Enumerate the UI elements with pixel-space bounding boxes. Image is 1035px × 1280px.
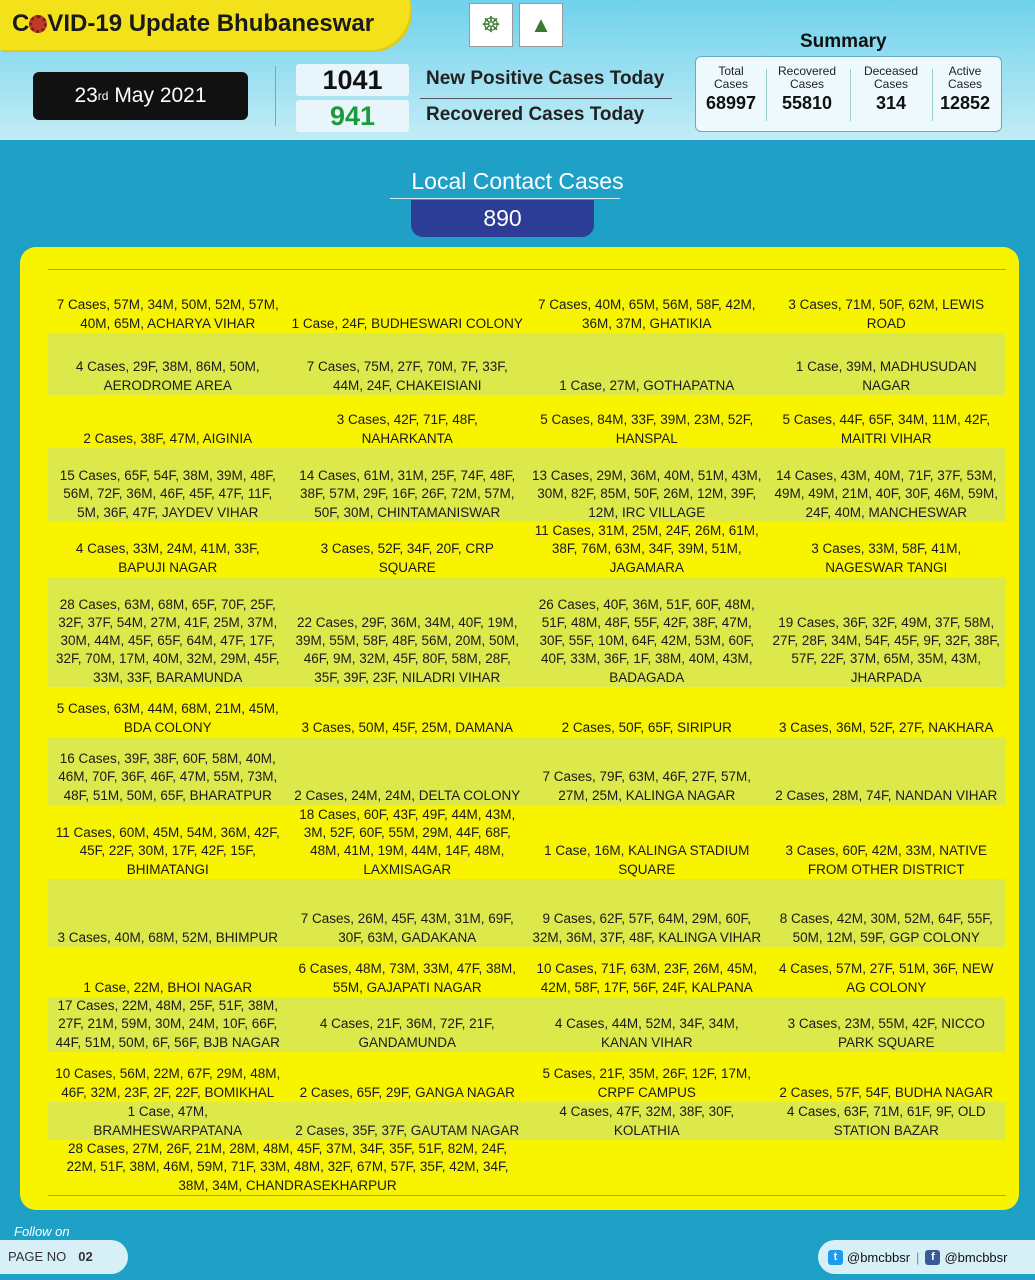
case-cell: 4 Cases, 29F, 38M, 86M, 50M, AERODROME AREA	[75, 359, 260, 393]
summary-label: Total Cases	[713, 64, 748, 91]
case-cell: 3 Cases, 52F, 34F, 20F, CRP SQUARE	[320, 541, 494, 575]
follow-label: Follow on	[14, 1224, 70, 1239]
table-row	[48, 1102, 1006, 1140]
panel-bottom-rule	[48, 1195, 1006, 1196]
case-cell: 16 Cases, 39F, 38F, 60F, 58M, 40M, 46M, 70F, 36F, 46F, 47M, 55M, 73M, 48F, 51M, 50M, 65F, BHARATPUR	[58, 751, 278, 803]
table-row	[48, 448, 1006, 522]
summary-value: 314	[875, 93, 907, 113]
case-cell: 7 Cases, 79F, 63M, 46F, 27F, 57M, 27M, 25M, KALINGA NAGAR	[542, 769, 752, 803]
summary-recovered	[770, 65, 844, 114]
table-row	[48, 737, 1006, 805]
case-cell: 1 Case, 16M, KALINGA STADIUM SQUARE	[544, 843, 750, 877]
title-rest: VID-19 Update Bhubaneswar	[47, 10, 375, 37]
twitter-icon[interactable]: t	[828, 1250, 843, 1265]
local-contact-count: 890	[411, 200, 594, 237]
panel-top-rule	[48, 269, 1006, 270]
case-cell: 1 Case, 27M, GOTHAPATNA	[559, 377, 735, 393]
case-cell: 3 Cases, 71M, 50F, 62M, LEWIS ROAD	[788, 297, 985, 331]
case-cell: 2 Cases, 50F, 65F, SIRIPUR	[561, 719, 732, 735]
case-cell: 28 Cases, 63M, 68M, 65F, 70F, 25F, 32F, 37F, 54M, 27M, 41F, 25M, 37M, 30M, 44M, 45F, 65F, 64M, 47F, 17F, 32F, 70M, 17M, 40M, 32M, 29M, 45F, 33M, 33F, BARAMUNDA	[55, 596, 280, 685]
case-cell: 3 Cases, 42F, 71F, 48F, NAHARKANTA	[336, 412, 478, 446]
case-cell: 2 Cases, 24M, 24M, DELTA COLONY	[294, 787, 521, 803]
case-cell: 4 Cases, 47F, 32M, 38F, 30F, KOLATHIA	[559, 1104, 735, 1138]
case-cell: 3 Cases, 33M, 58F, 41M, NAGESWAR TANGI	[811, 541, 962, 575]
summary-divider	[932, 69, 933, 121]
case-cell: 2 Cases, 65F, 29F, GANGA NAGAR	[299, 1084, 515, 1100]
summary-value: 55810	[781, 93, 833, 113]
summary-active	[934, 65, 996, 114]
summary-label: Recovered Cases	[777, 64, 837, 91]
table-row	[48, 295, 1006, 333]
table-row	[48, 879, 1006, 947]
case-cell: 11 Cases, 60M, 45M, 54M, 36M, 42F, 45F, 22F, 30M, 17F, 42F, 15F, BHIMATANGI	[55, 825, 280, 877]
case-cell: 1 Case, 47M, BRAMHESWARPATANA	[93, 1104, 243, 1138]
case-cell: 26 Cases, 40F, 36M, 51F, 60F, 48M, 51F, 48M, 48F, 55F, 42F, 38F, 47M, 30F, 55F, 10M, 64F, 42M, 53M, 60F, 40F, 33M, 36F, 1F, 38M, 40M, 43M, BADAGADA	[538, 596, 755, 685]
case-cell: 3 Cases, 23M, 55M, 42F, NICCO PARK SQUARE	[787, 1016, 985, 1050]
case-cell: 3 Cases, 50M, 45F, 25M, DAMANA	[301, 719, 514, 735]
header	[0, 0, 1035, 140]
new-positive-label: New Positive Cases Today	[426, 68, 665, 89]
table-row	[48, 395, 1006, 448]
case-cell: 4 Cases, 33M, 24M, 41M, 33F, BAPUJI NAGAR	[75, 541, 260, 575]
local-contact-underline	[390, 198, 620, 199]
date-day: 23	[74, 84, 98, 107]
summary-box	[695, 56, 1002, 132]
case-cell: 7 Cases, 75M, 27F, 70M, 7F, 33F, 44M, 24F, CHAKEISIANI	[306, 359, 508, 393]
case-cell: 10 Cases, 71F, 63M, 23F, 26M, 45M, 42M, 58F, 17F, 56F, 24F, KALPANA	[536, 961, 758, 995]
empty-cell	[527, 1140, 1006, 1195]
case-cell: 6 Cases, 48M, 73M, 33M, 47F, 38M, 55M, GAJAPATI NAGAR	[298, 961, 517, 995]
case-cell: 8 Cases, 42M, 30M, 52M, 64F, 55F, 50M, 12M, 59F, GGP COLONY	[779, 911, 993, 945]
page-title	[12, 10, 374, 38]
case-cell: 4 Cases, 44M, 52M, 34F, 34M, KANAN VIHAR	[554, 1016, 739, 1050]
case-cell: 11 Cases, 31M, 25M, 24F, 26M, 61M, 38F, 76M, 63M, 34F, 39M, 51M, JAGAMARA	[534, 523, 759, 575]
case-cell: 10 Cases, 56M, 22M, 67F, 29M, 48M, 46F, 32M, 23F, 2F, 22F, BOMIKHAL	[55, 1066, 281, 1100]
case-cell: 17 Cases, 22M, 48M, 25F, 51F, 38M, 27F, 21M, 59M, 30M, 24M, 10F, 66F, 44F, 51M, 50M, 6F, 56F, BJB NAGAR	[55, 998, 280, 1050]
summary-divider	[766, 69, 767, 121]
case-cell: 14 Cases, 61M, 31M, 25F, 74F, 48F, 38F, 57M, 29F, 16F, 26F, 72M, 57M, 50F, 30M, CHINTAMANISWAR	[299, 468, 516, 520]
case-cell: 3 Cases, 36M, 52F, 27F, NAKHARA	[778, 719, 994, 735]
case-cell: 2 Cases, 57F, 54F, BUDHA NAGAR	[779, 1084, 994, 1100]
title-prefix: C	[12, 10, 30, 37]
case-cell: 5 Cases, 84M, 33F, 39M, 23M, 52F, HANSPAL	[540, 412, 754, 446]
summary-total	[700, 65, 762, 114]
summary-divider	[850, 69, 851, 121]
local-contact-title: Local Contact Cases	[411, 168, 624, 194]
table-row	[48, 997, 1006, 1052]
case-cell: 7 Cases, 57M, 34M, 50M, 52M, 57M, 40M, 65M, ACHARYA VIHAR	[56, 297, 279, 331]
header-divider	[275, 66, 276, 126]
case-cell: 4 Cases, 57M, 27F, 51M, 36F, NEW AG COLONY	[778, 961, 994, 995]
recovered-label: Recovered Cases Today	[426, 104, 645, 125]
case-cell: 22 Cases, 29F, 36M, 34M, 40F, 19M, 39M, 55M, 58F, 48F, 56M, 20M, 50M, 46F, 9M, 32M, 45F, 80F, 58M, 28F, 35F, 39F, 23F, NILADRI VIHAR	[295, 614, 520, 685]
title-banner	[0, 0, 410, 50]
count-divider	[420, 98, 672, 99]
page-number-tab	[0, 1240, 128, 1274]
case-cell: 15 Cases, 65F, 54F, 38M, 39M, 48F, 56M, 72F, 36M, 46F, 45F, 47F, 11F, 5M, 36F, 47F, JAYDEV VIHAR	[59, 468, 276, 520]
case-cell: 14 Cases, 43M, 40M, 71F, 37F, 53M, 49M, 49M, 21M, 40F, 30F, 46M, 59M, 24F, 40M, MANCHESWAR	[774, 468, 999, 520]
summary-value: 12852	[939, 93, 991, 113]
summary-deceased	[854, 65, 928, 114]
twitter-handle[interactable]: @bmcbbsr	[847, 1249, 911, 1265]
separator: |	[916, 1249, 920, 1265]
summary-title: Summary	[800, 31, 887, 52]
case-cell: 1 Case, 39M, MADHUSUDAN NAGAR	[795, 359, 977, 393]
table-row	[48, 687, 1006, 737]
case-cell: 5 Cases, 44F, 65F, 34M, 11M, 42F, MAITRI VIHAR	[782, 412, 991, 446]
table-row	[48, 333, 1006, 395]
odisha-emblem-logo: ☸	[469, 3, 513, 47]
case-cell: 1 Case, 22M, BHOI NAGAR	[83, 979, 253, 995]
table-row	[48, 1052, 1006, 1102]
date-suffix: rd	[97, 89, 109, 103]
case-cell: 7 Cases, 40M, 65M, 56M, 58F, 42M, 36M, 37M, GHATIKIA	[537, 297, 756, 331]
table-row	[48, 577, 1006, 687]
case-cell: 13 Cases, 29M, 36M, 40M, 51M, 43M, 30M, 82F, 85M, 50F, 26M, 12M, 39F, 12M, IRC VILLAGE	[531, 468, 762, 520]
case-cell: 18 Cases, 60F, 43F, 49F, 44M, 43M, 3M, 52F, 60F, 55M, 29M, 44F, 68F, 48M, 41M, 19M, 44M, 14F, 48M, LAXMISAGAR	[299, 806, 516, 877]
case-cell: 1 Case, 24F, BUDHESWARI COLONY	[291, 315, 523, 331]
recovered-count: 941	[296, 100, 409, 132]
facebook-handle[interactable]: @bmcbbsr	[944, 1249, 1008, 1265]
table-row	[48, 522, 1006, 577]
summary-label: Active Cases	[947, 64, 982, 91]
table-row	[48, 805, 1006, 879]
case-cell: 2 Cases, 38F, 47M, AIGINIA	[83, 430, 253, 446]
new-positive-count: 1041	[296, 64, 409, 96]
case-cell: 3 Cases, 40M, 68M, 52M, BHIMPUR	[57, 929, 279, 945]
case-cell: 7 Cases, 26M, 45F, 43M, 31M, 69F, 30F, 63M, GADAKANA	[300, 911, 514, 945]
case-cell: 4 Cases, 21F, 36M, 72F, 21F, GANDAMUNDA	[319, 1016, 495, 1050]
date-rest: May 2021	[114, 84, 207, 107]
case-cell: 2 Cases, 35F, 37F, GAUTAM NAGAR	[295, 1122, 520, 1138]
bmc-logo: ▲	[519, 3, 563, 47]
case-cell: 5 Cases, 21F, 35M, 26F, 12F, 17M, CRPF CAMPUS	[542, 1066, 752, 1100]
virus-icon	[29, 15, 47, 33]
date-badge	[33, 72, 248, 120]
table-row	[48, 1140, 1006, 1195]
case-cell: 28 Cases, 27M, 26F, 21M, 28M, 48M, 45F, 37M, 34F, 35F, 51F, 82M, 24F, 22M, 51F, 38M, 46M, 59M, 71F, 33M, 48M, 32F, 67M, 57F, 35F, 42M, 34F, 38M, 34M, CHANDRASEKHARPUR	[66, 1141, 509, 1193]
case-cell: 3 Cases, 60F, 42M, 33M, NATIVE FROM OTHER DISTRICT	[785, 843, 988, 877]
page-label: PAGE NO	[8, 1249, 67, 1264]
case-cell: 5 Cases, 63M, 44M, 68M, 21M, 45M, BDA COLONY	[56, 701, 279, 735]
facebook-icon[interactable]: f	[925, 1250, 940, 1265]
page-number: 02	[78, 1249, 93, 1264]
social-links	[818, 1240, 1035, 1274]
case-cell: 2 Cases, 28M, 74F, NANDAN VIHAR	[775, 787, 998, 803]
cases-panel	[20, 247, 1019, 1210]
table-row	[48, 947, 1006, 997]
case-cell: 4 Cases, 63F, 71M, 61F, 9F, OLD STATION BAZAR	[786, 1104, 986, 1138]
summary-label: Deceased Cases	[863, 64, 919, 91]
case-cell: 19 Cases, 36F, 32F, 49M, 37F, 58M, 27F, 28F, 34M, 54F, 45F, 9F, 32F, 38F, 57F, 22F, 37M, 65M, 35M, 43M, JHARPADA	[772, 614, 1000, 685]
case-cell: 9 Cases, 62F, 57F, 64M, 29M, 60F, 32M, 36M, 37F, 48F, KALINGA VIHAR	[532, 911, 762, 945]
summary-value: 68997	[705, 93, 757, 113]
